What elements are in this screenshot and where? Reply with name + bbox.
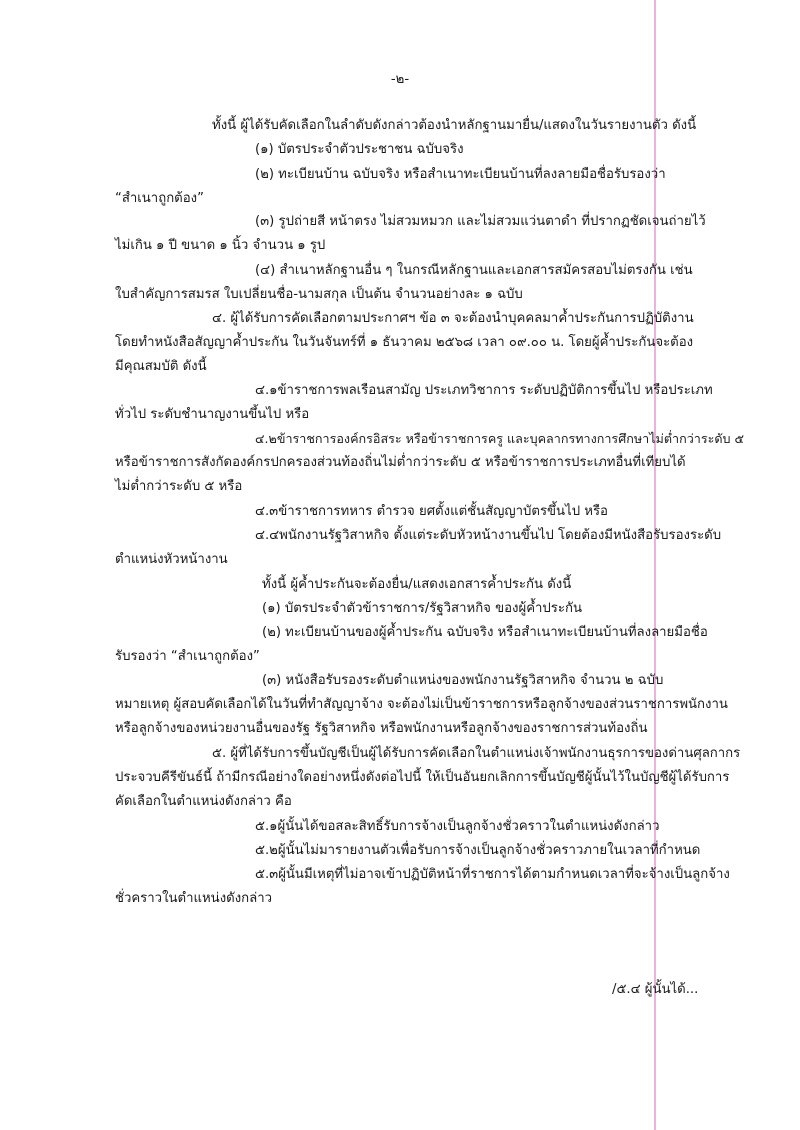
text-line: มีคุณสมบัติ ดังนี้ <box>115 359 207 374</box>
text-line: ไม่เกิน ๑ ปี ขนาด ๑ นิ้ว จำนวน ๑ รูป <box>115 238 326 253</box>
text-line: (๒) ทะเบียนบ้าน ฉบับจริง หรือสำเนาทะเบียนบ้านที่ลงลายมือชื่อรับรองว่า <box>255 167 666 182</box>
text-line: ทั่วไป ระดับชำนาญงานขึ้นไป หรือ <box>115 407 310 422</box>
text-line: หมายเหตุ ผู้สอบคัดเลือกได้ในวันที่ทำสัญญาจ้าง จะต้องไม่เป็นข้าราชการหรือลูกจ้างของส่วนราชการพนักงาน <box>115 697 728 712</box>
text-line: ๕. ผู้ที่ได้รับการขึ้นบัญชีเป็นผู้ได้รับการคัดเลือกในตำแหน่งเจ้าพนักงานธุรการของด่านศุลกากร <box>212 746 741 761</box>
text-line: ไม่ต่ำกว่าระดับ ๕ หรือ <box>115 479 243 494</box>
text-line: ๔.๒ข้าราชการองค์กรอิสระ หรือข้าราชการครู และบุคลากรทางการศึกษาไม่ต่ำกว่าระดับ ๕ <box>255 431 745 446</box>
text-line: (๓) รูปถ่ายสี หน้าตรง ไม่สวมหมวก และไม่สวมแว่นตาดำ ที่ปรากฏชัดเจนถ่ายไว้ <box>255 214 706 229</box>
text-line: (๑) บัตรประจำตัวประชาชน ฉบับจริง <box>255 142 464 157</box>
text-line: ชั่วคราวในตำแหน่งดังกล่าว <box>115 891 273 906</box>
text-line: (๑) บัตรประจำตัวข้าราชการ/รัฐวิสาหกิจ ของผู้ค้ำประกัน <box>262 601 582 616</box>
text-line: ๕.๒ผู้นั้นไม่มารายงานตัวเพื่อรับการจ้างเป็นลูกจ้างชั่วคราวภายในเวลาที่กำหนด <box>255 843 701 858</box>
text-line: ๕.๓ผู้นั้นมีเหตุที่ไม่อาจเข้าปฏิบัติหน้าที่ราชการได้ตามกำหนดเวลาที่จะจ้างเป็นลูกจ้าง <box>255 867 730 882</box>
text-line: ๔. ผู้ได้รับการคัดเลือกตามประกาศฯ ข้อ ๓ จะต้องนำบุคคลมาค้ำประกันการปฏิบัติงาน <box>212 311 694 326</box>
text-line: โดยทำหนังสือสัญญาค้ำประกัน ในวันจันทร์ที่ ๑ ธันวาคม ๒๕๖๘ เวลา ๐๙.๐๐ น. โดยผู้ค้ำประกันจะต้อง <box>115 335 694 350</box>
text-line: คัดเลือกในตำแหน่งดังกล่าว คือ <box>115 794 292 809</box>
page-number: -๒- <box>390 72 410 87</box>
text-line: (๓) หนังสือรับรองระดับตำแหน่งของพนักงานรัฐวิสาหกิจ จำนวน ๒ ฉบับ <box>262 673 664 688</box>
text-line: (๒) ทะเบียนบ้านของผู้ค้ำประกัน ฉบับจริง หรือสำเนาทะเบียนบ้านที่ลงลายมือชื่อ <box>262 625 708 640</box>
text-line: “สำเนาถูกต้อง” <box>115 191 204 206</box>
text-line: ประจวบคีรีขันธ์นี้ ถ้ามีกรณีอย่างใดอย่างหนึ่งดังต่อไปนี้ ให้เป็นอันยกเลิกการขึ้นบัญชีผู้นั้นไว้ในบัญชีผู้ได้รับการ <box>115 770 730 785</box>
text-line: หรือลูกจ้างของหน่วยงานอื่นของรัฐ รัฐวิสาหกิจ หรือพนักงานหรือลูกจ้างของราชการส่วนท้องถิ่น <box>115 721 648 736</box>
text-line: ๔.๔พนักงานรัฐวิสาหกิจ ตั้งแต่ระดับหัวหน้างานขึ้นไป โดยต้องมีหนังสือรับรองระดับ <box>255 528 722 543</box>
text-line: ทั้งนี้ ผู้ได้รับคัดเลือกในลำดับดังกล่าวต้องนำหลักฐานมายื่น/แสดงในวันรายงานตัว ดังนี้ <box>212 118 697 133</box>
text-line: ทั้งนี้ ผู้ค้ำประกันจะต้องยื่น/แสดงเอกสารค้ำประกัน ดังนี้ <box>262 577 572 592</box>
continuation-footer: /๕.๔ ผู้นั้นได้... <box>612 982 699 997</box>
text-line: รับรองว่า “สำเนาถูกต้อง” <box>115 649 260 664</box>
text-line: (๔) สำเนาหลักฐานอื่น ๆ ในกรณีหลักฐานและเอกสารสมัครสอบไม่ตรงกัน เช่น <box>255 263 693 278</box>
text-line: ๕.๑ผู้นั้นได้ขอสละสิทธิ์รับการจ้างเป็นลูกจ้างชั่วคราวในตำแหน่งดังกล่าว <box>255 819 660 834</box>
text-line: ตำแหน่งหัวหน้างาน <box>115 552 228 567</box>
text-line: หรือข้าราชการสังกัดองค์กรปกครองส่วนท้องถิ่นไม่ต่ำกว่าระดับ ๕ หรือข้าราชการประเภทอื่นที่เทียบได้ <box>115 455 686 470</box>
text-line: ๔.๓ข้าราชการทหาร ตำรวจ ยศตั้งแต่ชั้นสัญญาบัตรขึ้นไป หรือ <box>255 504 608 519</box>
text-line: ใบสำคัญการสมรส ใบเปลี่ยนชื่อ-นามสกุล เป็นต้น จำนวนอย่างละ ๑ ฉบับ <box>115 287 523 302</box>
text-line: ๔.๑ข้าราชการพลเรือนสามัญ ประเภทวิชาการ ระดับปฏิบัติการขึ้นไป หรือประเภท <box>255 383 713 398</box>
